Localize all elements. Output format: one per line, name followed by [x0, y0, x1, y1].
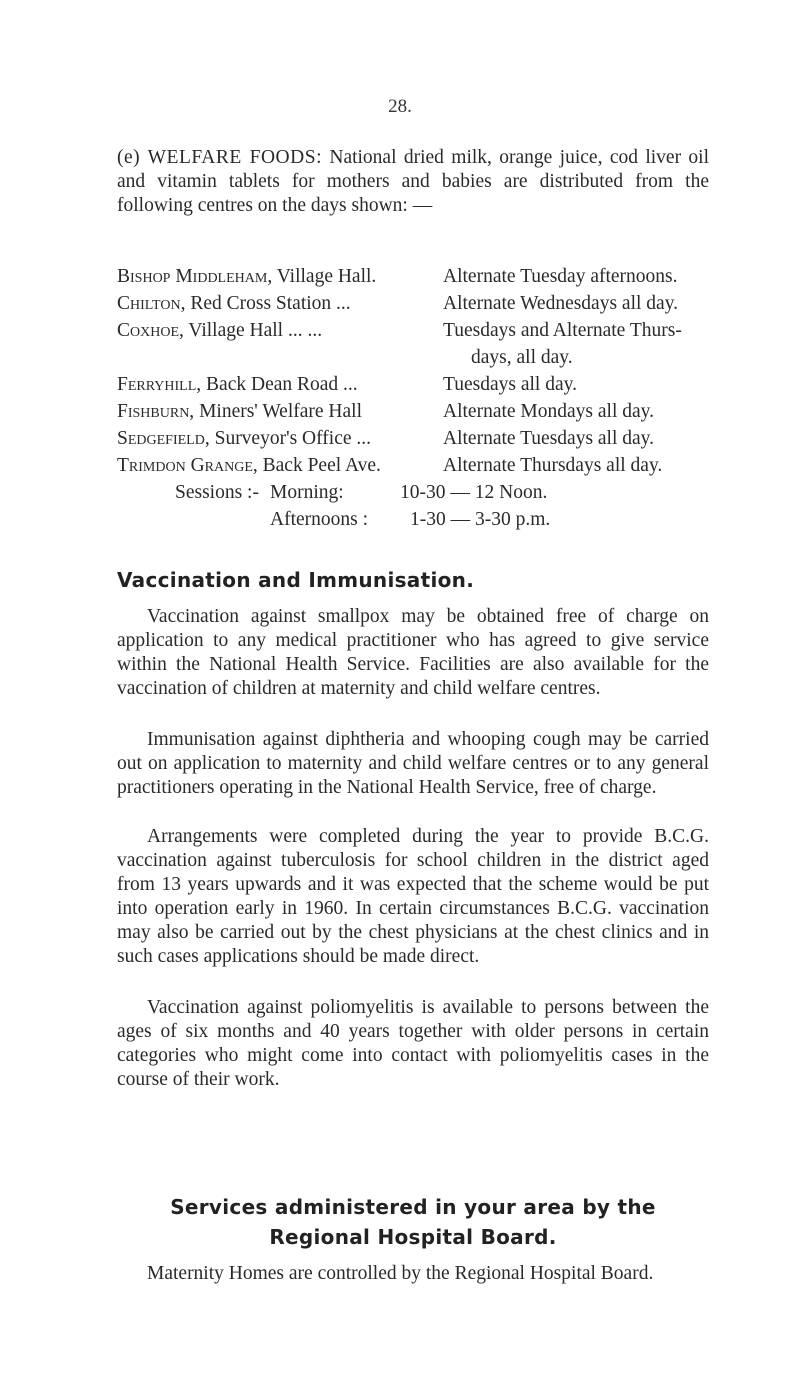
- centre-days: Tuesdays all day.: [443, 374, 577, 395]
- page-number: 28.: [388, 96, 412, 117]
- services-heading-line2: Regional Hospital Board.: [269, 1225, 557, 1249]
- vaccination-paragraph-polio: Vaccination against poliomyelitis is available to persons between the ages of six months and 40 years together with older persons in certain categories who might come into contact with poliomyelitis cases in the course of their work.: [117, 997, 709, 1090]
- afternoon-label: Afternoons :: [270, 509, 369, 530]
- centre-place: Fishburn,: [117, 401, 195, 422]
- centre-row: [117, 452, 717, 479]
- centre-location: Village Hall.: [276, 266, 377, 287]
- centre-days-continued: days, all day.: [471, 347, 573, 368]
- centre-days: Alternate Wednesdays all day.: [443, 293, 679, 314]
- sessions-label: Sessions :-: [175, 482, 259, 503]
- centre-place: Chilton,: [117, 293, 186, 314]
- centre-days: Alternate Mondays all day.: [443, 401, 655, 422]
- welfare-foods-intro: [117, 146, 709, 218]
- centre-location: Village Hall: [188, 320, 284, 341]
- centre-days: Alternate Tuesday afternoons.: [443, 266, 678, 287]
- morning-value: 10-30 — 12 Noon.: [400, 482, 548, 503]
- centre-leader: ...: [351, 428, 372, 449]
- centre-place: Sedgefield,: [117, 428, 210, 449]
- centre-row: [117, 425, 717, 452]
- services-heading: [117, 1192, 709, 1252]
- centre-row: [117, 290, 717, 317]
- centre-leader: ...: [338, 374, 358, 395]
- centre-place: Trimdon Grange,: [117, 455, 258, 476]
- centre-location: Back Peel Ave.: [262, 455, 381, 476]
- services-heading-line1: Services administered in your area by the: [170, 1195, 656, 1219]
- centre-place: Ferryhill,: [117, 374, 202, 395]
- vaccination-paragraph-bcg: Arrangements were completed during the year to provide B.C.G. vaccination against tuberculosis for school children in the district aged from 13 years upwards and it was expected that the scheme would be put into operation early in 1960. In certain circumstances B.C.G. vaccination may also be carried out by the chest physicians at the chest clinics and in such cases applications should be made direct.: [117, 826, 709, 967]
- vaccination-paragraph-immunisation: Immunisation against diphtheria and whooping cough may be carried out on application to maternity and child welfare centres or to any general practitioners operating in the National Health Service, free of charge.: [117, 729, 709, 798]
- vaccination-paragraph-smallpox: Vaccination against smallpox may be obtained free of charge on application to any medical practitioner who has agreed to give service within the National Health Service. Facilities are also available for the vaccination of children at maternity and child welfare centres.: [117, 606, 709, 699]
- centre-location: Back Dean Road: [206, 374, 339, 395]
- centre-place: Bishop Middleham,: [117, 266, 273, 287]
- centre-leader: ... ...: [283, 320, 323, 341]
- welfare-foods-label: (e) WELFARE FOODS:: [117, 147, 322, 168]
- distribution-centres-list: [117, 263, 717, 479]
- services-paragraph: Maternity Homes are controlled by the Regional Hospital Board.: [147, 1263, 654, 1284]
- centre-days: Alternate Thursdays all day.: [443, 455, 663, 476]
- centre-leader: ...: [331, 293, 351, 314]
- centre-place: Coxhoe,: [117, 320, 184, 341]
- centre-days: Alternate Tuesdays all day.: [443, 428, 655, 449]
- centre-row: [117, 263, 717, 290]
- centre-row: [117, 317, 717, 371]
- centre-location: Surveyor's Office: [214, 428, 352, 449]
- vaccination-heading: Vaccination and Immunisation.: [117, 568, 475, 592]
- morning-label: Morning:: [270, 482, 344, 503]
- welfare-foods-text: National dried milk, orange juice, cod liver oil and vitamin tablets for mothers and babies are distributed from the following centres on the days shown: —: [117, 147, 710, 216]
- afternoon-value: 1-30 — 3-30 p.m.: [410, 509, 551, 530]
- centre-row: [117, 398, 717, 425]
- centre-days: Tuesdays and Alternate Thurs-: [443, 320, 682, 341]
- centre-row: [117, 371, 717, 398]
- centre-location: Red Cross Station: [190, 293, 332, 314]
- centre-location: Miners' Welfare Hall: [199, 401, 363, 422]
